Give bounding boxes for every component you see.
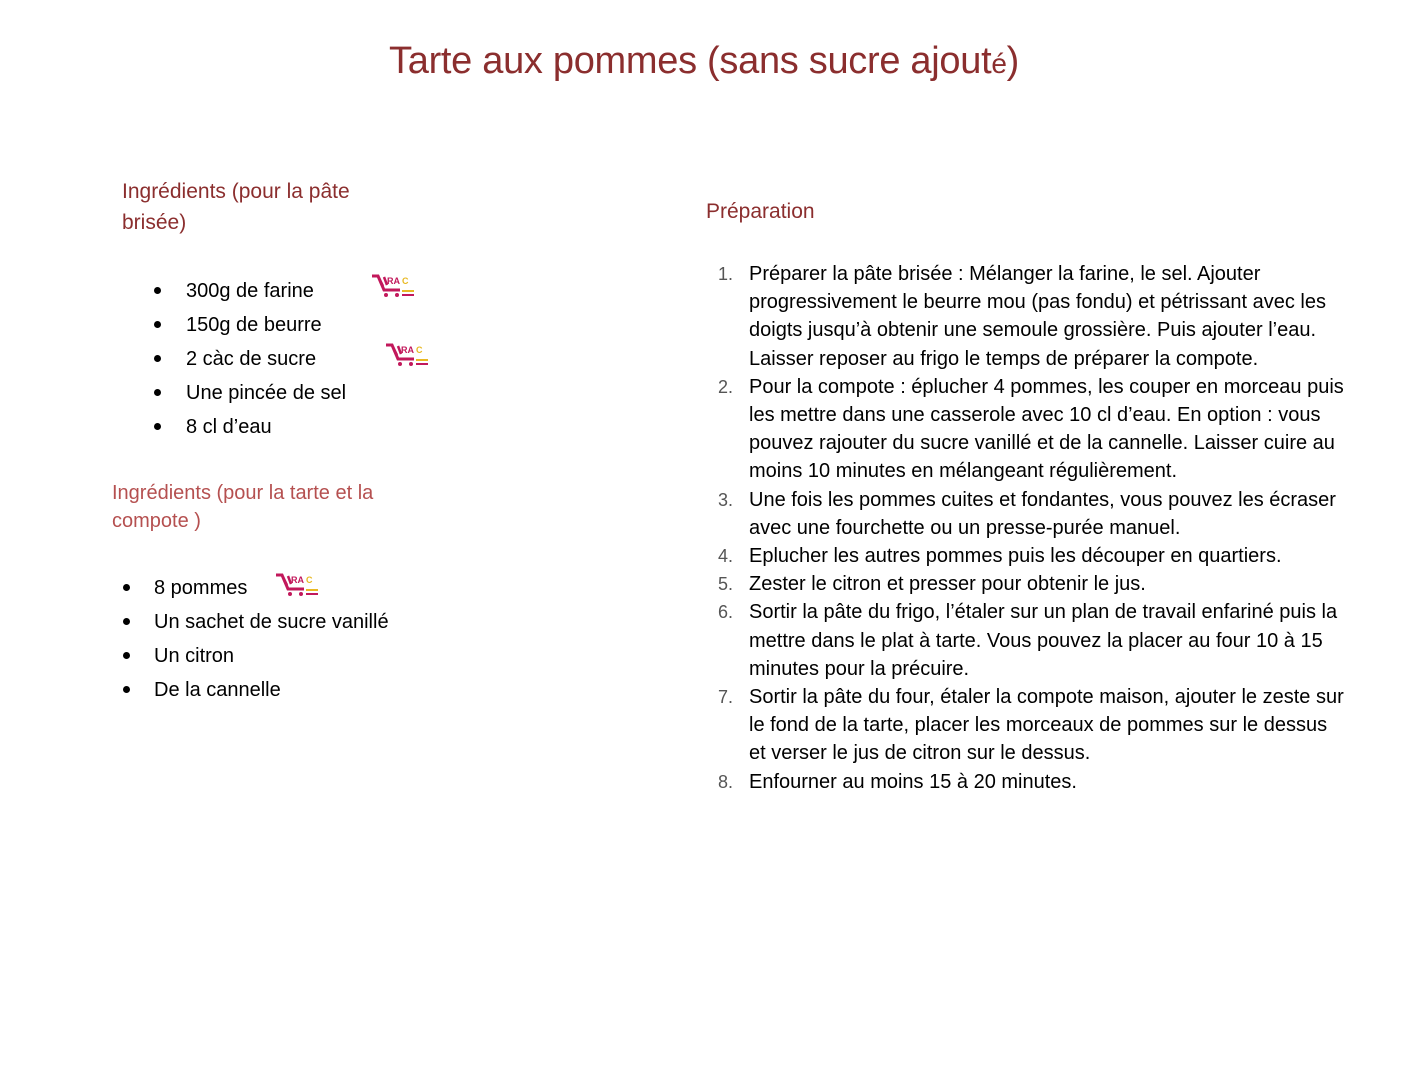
- list-item: [123, 605, 443, 639]
- step-text: Sortir la pâte du four, étaler la compote maison, ajouter le zeste sur le fond de la tarte, placer les morceaux de pommes sur le dessus et verser le jus de citron sur le dessus.: [749, 686, 1344, 765]
- title-close: ): [1006, 40, 1019, 82]
- ingredient-text: 150g de beurre: [186, 314, 322, 336]
- ingredient-text: 8 cl d’eau: [186, 416, 272, 438]
- step-number: 7.: [718, 687, 734, 708]
- step-text: Enfourner au moins 15 à 20 minutes.: [749, 770, 1077, 793]
- ingredient-text: 2 càc de sucre: [186, 348, 317, 370]
- heading-tarte-ingredients: Ingrédients (pour la tarte et la compote ): [112, 482, 374, 532]
- vrac-cart-logo-icon: [274, 571, 320, 599]
- step-number: 6.: [718, 602, 734, 623]
- vrac-cart-logo-icon: [384, 341, 430, 369]
- step-number: 3.: [718, 489, 734, 510]
- vrac-cart-logo-icon: [370, 272, 416, 300]
- step-item: [706, 768, 1346, 796]
- bullet-icon: [123, 686, 130, 693]
- step-item: [706, 542, 1346, 570]
- step-text: Une fois les pommes cuites et fondantes, vous pouvez les écraser avec une fourchette ou un presse-purée manuel.: [749, 488, 1336, 539]
- title-text: Tarte aux pommes (sans sucre ajout: [389, 40, 992, 82]
- ingredient-text: De la cannelle: [154, 679, 281, 701]
- step-item: [706, 373, 1346, 486]
- svg-text:RA: RA: [291, 575, 304, 585]
- title-accent: é: [991, 48, 1007, 79]
- step-number: 5.: [718, 574, 734, 595]
- bullet-icon: [154, 287, 161, 294]
- ingredient-text: 8 pommes: [154, 577, 248, 599]
- svg-text:C: C: [402, 276, 409, 286]
- list-item: [154, 376, 454, 410]
- svg-text:C: C: [416, 345, 423, 355]
- bullet-icon: [154, 321, 161, 328]
- step-number: 8.: [718, 771, 734, 792]
- list-item: [154, 308, 454, 342]
- bullet-icon: [123, 584, 130, 591]
- bullet-icon: [154, 355, 161, 362]
- ingredient-text: Un sachet de sucre vanillé: [154, 611, 389, 633]
- step-item: [706, 486, 1346, 542]
- step-item: [706, 598, 1346, 683]
- step-number: 2.: [718, 376, 734, 397]
- bullet-icon: [154, 423, 161, 430]
- bullet-icon: [154, 389, 161, 396]
- ingredient-text: Un citron: [154, 645, 235, 667]
- svg-text:RA: RA: [387, 276, 400, 286]
- svg-text:C: C: [306, 575, 313, 585]
- list-item: [154, 410, 454, 444]
- ingredient-text: 300g de farine: [186, 280, 314, 302]
- step-item: [706, 683, 1346, 768]
- step-number: 4.: [718, 546, 734, 567]
- step-item: [706, 570, 1346, 598]
- step-text: Eplucher les autres pommes puis les découper en quartiers.: [749, 545, 1282, 568]
- svg-text:RA: RA: [401, 345, 414, 355]
- list-item: [123, 673, 443, 707]
- step-text: Préparer la pâte brisée : Mélanger la farine, le sel. Ajouter progressivement le beurre mou (pas fondu) et pétrissant avec les doigts jusqu’à obtenir une semoule grossière. Puis ajouter l’eau. Laisser reposer au frigo le temps de préparer la compote.: [749, 263, 1326, 370]
- heading-preparation: Préparation: [706, 200, 815, 223]
- step-item: [706, 260, 1346, 373]
- step-text: Sortir la pâte du frigo, l’étaler sur un plan de travail enfariné puis la mettre dans le plat à tarte. Vous pouvez la placer au four 10 à 15 minutes pour la précuire.: [749, 601, 1338, 680]
- step-text: Zester le citron et presser pour obtenir le jus.: [749, 573, 1146, 596]
- bullet-icon: [123, 652, 130, 659]
- heading-pate-ingredients: Ingrédients (pour la pâte brisée): [122, 180, 350, 234]
- preparation-steps: [706, 260, 1346, 796]
- list-item: [123, 639, 443, 673]
- step-number: 1.: [718, 264, 734, 284]
- ingredient-text: Une pincée de sel: [186, 382, 347, 404]
- bullet-icon: [123, 618, 130, 625]
- page-title: [0, 40, 1408, 83]
- step-text: Pour la compote : éplucher 4 pommes, les couper en morceau puis les mettre dans une casserole avec 10 cl d’eau. En option : vous pouvez rajouter du sucre vanillé et de la cannelle. Laisser cuire au moins 10 minutes en mélangeant régulièrement.: [749, 375, 1344, 483]
